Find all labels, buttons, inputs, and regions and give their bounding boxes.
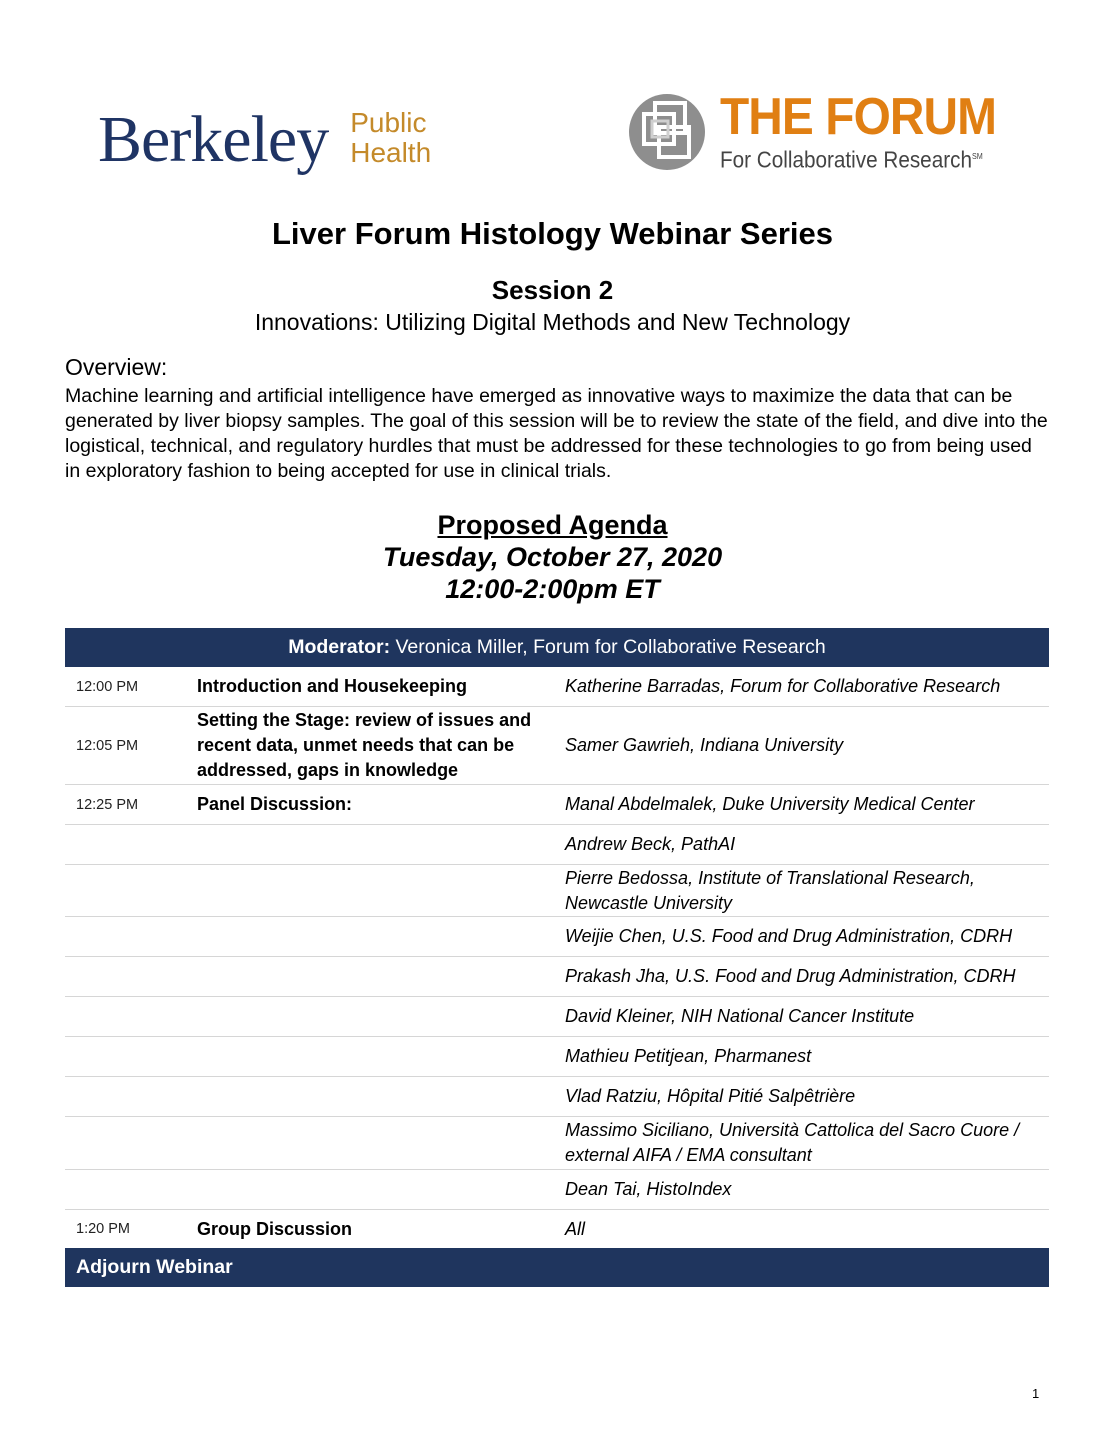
agenda-date: Tuesday, October 27, 2020 — [382, 542, 723, 572]
forum-emblem-icon — [628, 93, 706, 171]
page-number: 1 — [1032, 1386, 1040, 1401]
page-title: Liver Forum Histology Webinar Series — [271, 216, 833, 251]
moderator-label: Moderator: — [288, 636, 391, 658]
agenda-row-speaker: Samer Gawrieh, Indiana University — [565, 735, 844, 755]
session-subtitle: Innovations: Utilizing Digital Methods and New Technology — [254, 309, 851, 335]
agenda-row — [65, 997, 1049, 1037]
agenda-row-topic: Setting the Stage: review of issues and recent data, unmet needs that can be addressed, gaps in knowledge — [197, 710, 532, 780]
agenda-row-speaker: David Kleiner, NIH National Cancer Institute — [565, 1006, 915, 1026]
agenda-row — [65, 825, 1049, 865]
session-title: Session 2 — [491, 275, 614, 305]
agenda-row-speaker: Mathieu Petitjean, Pharmanest — [565, 1046, 812, 1066]
agenda-row-speaker: Andrew Beck, PathAI — [565, 834, 736, 854]
the-forum-logo — [628, 88, 1020, 173]
agenda-row-speaker: Pierre Bedossa, Institute of Translational Research, Newcastle University — [565, 867, 975, 913]
berkeley-logo-sub: Public Health — [350, 107, 432, 168]
forum-logo-title: THE FORUM — [720, 88, 997, 146]
agenda-row-time: 12:25 PM — [76, 796, 139, 813]
agenda-row — [65, 1210, 1049, 1248]
agenda-row — [65, 865, 1049, 917]
agenda-row-speaker: Manal Abdelmalek, Duke University Medical Center — [565, 794, 975, 814]
berkeley-logo-word: Berkeley — [98, 103, 329, 176]
agenda-row — [65, 1037, 1049, 1077]
berkeley-public-health-logo — [98, 104, 431, 176]
agenda-row-speaker: Katherine Barradas, Forum for Collaborative Research — [565, 676, 1001, 696]
agenda-title: Proposed Agenda — [437, 510, 668, 540]
agenda-row — [65, 707, 1049, 785]
agenda-row-speaker: Prakash Jha, U.S. Food and Drug Administration, CDRH — [565, 966, 1016, 986]
agenda-row-speaker: Massimo Siciliano, Università Cattolica del Sacro Cuore / external AIFA / EMA consultant — [565, 1120, 1020, 1165]
agenda-row — [65, 1117, 1049, 1170]
agenda-row-time: 12:05 PM — [76, 737, 139, 754]
agenda-row-topic: Panel Discussion: — [197, 794, 353, 814]
adjourn-bar: Adjourn Webinar — [65, 1248, 1049, 1287]
agenda-row-time: 1:20 PM — [76, 1221, 130, 1237]
agenda-row-speaker: Dean Tai, HistoIndex — [565, 1179, 732, 1199]
moderator-value: Veronica Miller, Forum for Collaborative Research — [395, 636, 826, 658]
agenda-row — [65, 785, 1049, 825]
agenda-row-speaker: Weijie Chen, U.S. Food and Drug Administration, CDRH — [565, 926, 1013, 946]
forum-logo-subtitle: For Collaborative Research℠ — [720, 146, 983, 173]
overview-heading: Overview: — [65, 354, 168, 380]
agenda-row-time: 12:00 PM — [76, 678, 139, 695]
agenda-row — [65, 1170, 1049, 1210]
agenda-row — [65, 1077, 1049, 1117]
agenda-heading-block — [0, 509, 1105, 605]
agenda-row-speaker: All — [565, 1218, 586, 1239]
agenda-row — [65, 667, 1049, 707]
agenda-table — [65, 628, 1049, 1287]
agenda-row-topic: Introduction and Housekeeping — [197, 676, 468, 696]
agenda-row — [65, 917, 1049, 957]
agenda-row-topic: Group Discussion — [197, 1218, 353, 1239]
agenda-row-speaker: Vlad Ratziu, Hôpital Pitié Salpêtrière — [565, 1086, 856, 1106]
agenda-time: 12:00-2:00pm ET — [445, 574, 660, 604]
overview-body: Machine learning and artificial intelligence have emerged as innovative ways to maximize the data that can be generated by liver biopsy samples. The goal of this session will be to review the state of the field, and dive into the logistical, technical, and regulatory hurdles that must be addressed for these technologies to go from being used in exploratory fashion to being accepted for use in clinical trials. — [65, 385, 1048, 482]
agenda-row — [65, 957, 1049, 997]
moderator-bar — [65, 628, 1049, 667]
